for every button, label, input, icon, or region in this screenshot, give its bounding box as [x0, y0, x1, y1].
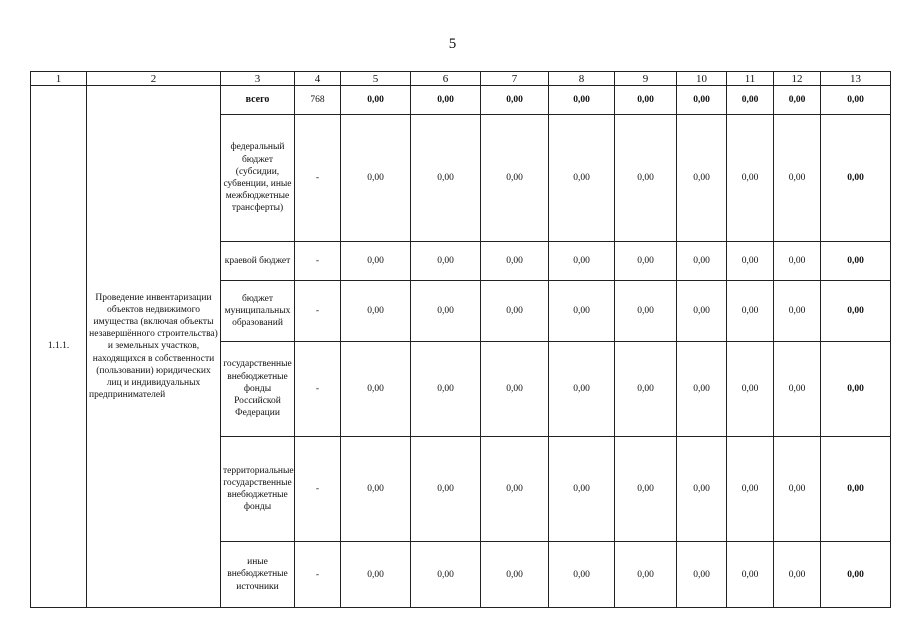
column-number: 5 [341, 72, 411, 86]
funding-source: краевой бюджет [221, 242, 295, 281]
total-cell: 0,00 [821, 342, 891, 437]
value-cell: 0,00 [727, 86, 774, 115]
value-cell: 0,00 [615, 86, 677, 115]
quantity-cell: - [295, 437, 341, 542]
total-cell: 0,00 [821, 242, 891, 281]
value-cell: 0,00 [549, 342, 615, 437]
column-number: 9 [615, 72, 677, 86]
value-cell: 0,00 [549, 242, 615, 281]
value-cell: 0,00 [549, 542, 615, 608]
value-cell: 0,00 [341, 242, 411, 281]
value-cell: 0,00 [341, 542, 411, 608]
funding-source: иные внебюджетные источники [221, 542, 295, 608]
value-cell: 0,00 [481, 281, 549, 342]
total-cell: 0,00 [821, 86, 891, 115]
value-cell: 0,00 [549, 437, 615, 542]
total-cell: 0,00 [821, 542, 891, 608]
value-cell: 0,00 [677, 437, 727, 542]
value-cell: 0,00 [677, 542, 727, 608]
value-cell: 0,00 [481, 437, 549, 542]
column-number: 2 [87, 72, 221, 86]
value-cell: 0,00 [615, 115, 677, 242]
value-cell: 0,00 [341, 437, 411, 542]
value-cell: 0,00 [774, 86, 821, 115]
value-cell: 0,00 [774, 281, 821, 342]
value-cell: 0,00 [774, 115, 821, 242]
value-cell: 0,00 [341, 342, 411, 437]
column-number-row [31, 72, 891, 86]
total-cell: 0,00 [821, 115, 891, 242]
funding-source: территориальные государственные внебюджетные фонды [221, 437, 295, 542]
value-cell: 0,00 [481, 542, 549, 608]
table-row [31, 86, 891, 115]
value-cell: 0,00 [481, 115, 549, 242]
column-number: 12 [774, 72, 821, 86]
value-cell: 0,00 [727, 281, 774, 342]
funding-source: федеральный бюджет (субсидии, субвенции, иные межбюджетные трансферты) [221, 115, 295, 242]
value-cell: 0,00 [411, 115, 481, 242]
total-cell: 0,00 [821, 281, 891, 342]
funding-source: государственные внебюджетные фонды Российской Федерации [221, 342, 295, 437]
value-cell: 0,00 [481, 242, 549, 281]
column-number: 6 [411, 72, 481, 86]
item-description: Проведение инвентаризации объектов недвижимого имущества (включая объекты незавершённого строительства) и земельных участков, находящихся в собственности (пользовании) юридических лиц и индивидуальных предпринимателей [87, 86, 221, 608]
value-cell: 0,00 [727, 115, 774, 242]
item-code: 1.1.1. [31, 86, 87, 608]
value-cell: 0,00 [677, 115, 727, 242]
value-cell: 0,00 [774, 242, 821, 281]
total-cell: 0,00 [821, 437, 891, 542]
value-cell: 0,00 [549, 281, 615, 342]
funding-source: бюджет муниципальных образований [221, 281, 295, 342]
value-cell: 0,00 [411, 242, 481, 281]
value-cell: 0,00 [677, 281, 727, 342]
value-cell: 0,00 [411, 437, 481, 542]
value-cell: 0,00 [615, 542, 677, 608]
value-cell: 0,00 [677, 342, 727, 437]
column-number: 7 [481, 72, 549, 86]
value-cell: 0,00 [774, 342, 821, 437]
value-cell: 0,00 [615, 342, 677, 437]
value-cell: 0,00 [549, 86, 615, 115]
value-cell: 0,00 [481, 342, 549, 437]
quantity-cell: - [295, 115, 341, 242]
column-number: 1 [31, 72, 87, 86]
value-cell: 0,00 [411, 281, 481, 342]
value-cell: 0,00 [411, 342, 481, 437]
column-number: 8 [549, 72, 615, 86]
value-cell: 0,00 [677, 86, 727, 115]
value-cell: 0,00 [341, 86, 411, 115]
page-number: 5 [448, 36, 457, 52]
value-cell: 0,00 [411, 86, 481, 115]
column-number: 10 [677, 72, 727, 86]
quantity-cell: 768 [295, 86, 341, 115]
quantity-cell: - [295, 242, 341, 281]
value-cell: 0,00 [727, 342, 774, 437]
value-cell: 0,00 [774, 542, 821, 608]
quantity-cell: - [295, 342, 341, 437]
value-cell: 0,00 [615, 281, 677, 342]
column-number: 4 [295, 72, 341, 86]
value-cell: 0,00 [774, 437, 821, 542]
funding-source: всего [221, 86, 295, 115]
value-cell: 0,00 [341, 115, 411, 242]
column-number: 11 [727, 72, 774, 86]
value-cell: 0,00 [411, 542, 481, 608]
value-cell: 0,00 [549, 115, 615, 242]
value-cell: 0,00 [727, 437, 774, 542]
value-cell: 0,00 [341, 281, 411, 342]
budget-table [30, 71, 891, 608]
value-cell: 0,00 [615, 437, 677, 542]
value-cell: 0,00 [727, 242, 774, 281]
column-number: 13 [821, 72, 891, 86]
value-cell: 0,00 [727, 542, 774, 608]
quantity-cell: - [295, 542, 341, 608]
value-cell: 0,00 [677, 242, 727, 281]
column-number: 3 [221, 72, 295, 86]
quantity-cell: - [295, 281, 341, 342]
value-cell: 0,00 [615, 242, 677, 281]
value-cell: 0,00 [481, 86, 549, 115]
